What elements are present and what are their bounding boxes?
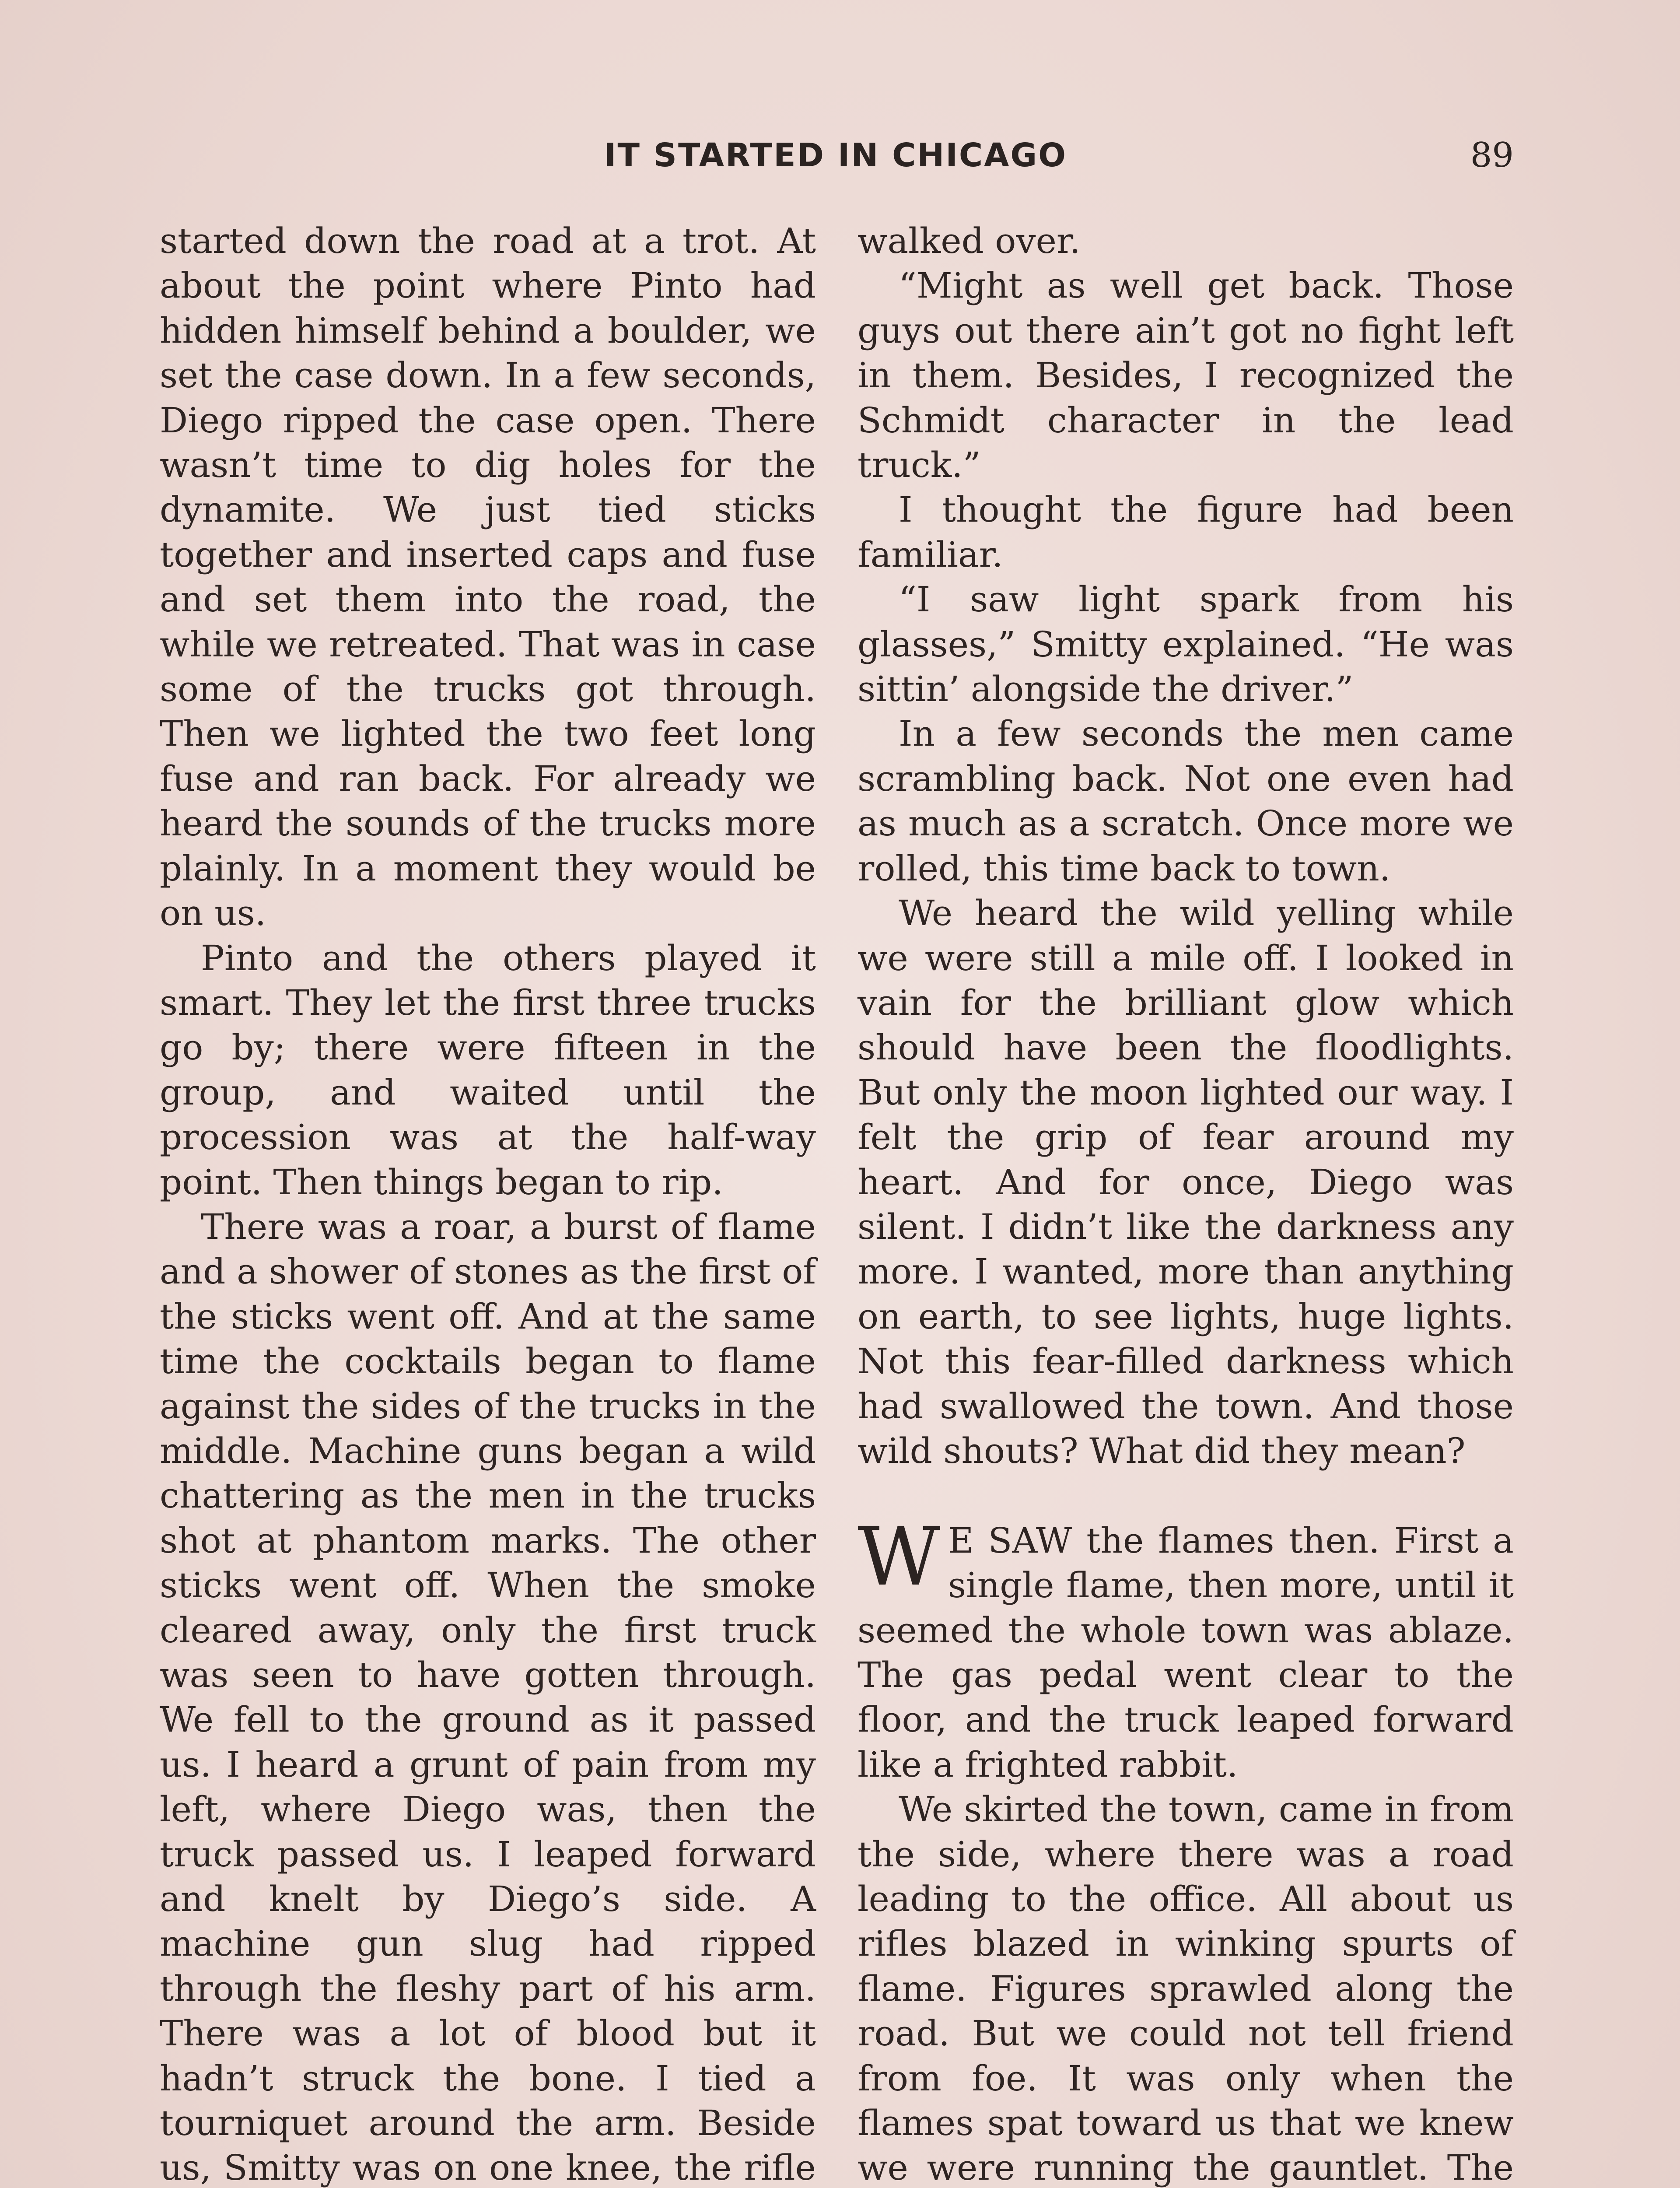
paragraph: I thought the figure had been familiar. [858,489,1514,575]
paragraph: “I saw light spark from his glasses,” Smitty explained. “He was sittin’ alongside the driver.” [858,579,1514,710]
paragraph: “Might as well get back. Those guys out there ain’t got no fight left in them. Besides, I recognized the Schmidt character in the lead truck.” [858,265,1514,486]
running-title: IT STARTED IN CHICAGO [604,137,1068,174]
running-header [158,131,1514,179]
paragraph: We skirted the town, came in from the side, where there was a road leading to the office. All about us rifles blazed in winking spurts of flame. Figures sprawled along the road. But we could not tell friend from foe. It was only when the flames spat toward us that we knew we were running the gauntlet. The [858,1789,1514,2188]
section-opening-paragraph [858,1510,1514,1787]
paragraph: Pinto and the others played it smart. They let the first three trucks go by; there were fifteen in the group, and waited until the procession was at the half-way point. Then things began to rip. [160,937,816,1203]
drop-cap: W [858,1510,941,1604]
paragraph: We heard the wild yelling while we were still a mile off. I looked in vain for the brilliant glow which should have been the floodlights. But only the moon lighted our way. I felt the grip of fear around my heart. And for once, Diego was silent. I didn’t like the darkness any more. I wanted, more than anything on earth, to see lights, huge lights. Not this fear-filled darkness which had swallowed the town. And those wild shouts? What did they mean? [858,893,1514,1471]
paragraph: In a few seconds the men came scrambling back. Not one even had as much as a scratch. Once more we rolled, this time back to town. [858,713,1514,889]
page-number: 89 [1470,136,1514,175]
paragraph: started down the road at a trot. At about the point where Pinto had hidden himself behind a boulder, we set the case down. In a few seconds, Diego ripped the case open. There wasn’t time to dig holes for the dynamite. We just tied sticks together and inserted caps and fuse and set them into the road, the while we retreated. That was in case some of the trucks got through. Then we lighted the two feet long fuse and ran back. For already we heard the sounds of the trucks more plainly. In a moment they would be on us. [160,221,816,934]
paragraph: There was a roar, a burst of flame and a shower of stones as the first of the sticks went off. And at the same time the cocktails began to flame against the sides of the trucks in the middle. Machine guns began a wild chattering as the men in the trucks shot at phantom marks. The other sticks went off. When the smoke cleared away, only the first truck was seen to have gotten through. We fell to the ground as it passed us. I heard a grunt of pain from my left, where Diego was, then the truck passed us. I leaped forward and knelt by Diego’s side. A machine gun slug had ripped through the fleshy part of his arm. There was a lot of blood but it hadn’t struck the bone. I tied a tourniquet around the arm. Beside us, Smitty was on one knee, the rifle [160,1206,816,2188]
paragraph: walked over. [858,221,1081,261]
left-column [160,219,816,2188]
section-opening-text: E SAW the flames then. First a single flame, then more, until it seemed the whole town was ablaze. The gas pedal went clear to the floor, and the truck leaped forward like a frighted rabbit. [858,1520,1514,1785]
right-column [858,219,1514,2188]
section-break [858,1473,1514,1518]
